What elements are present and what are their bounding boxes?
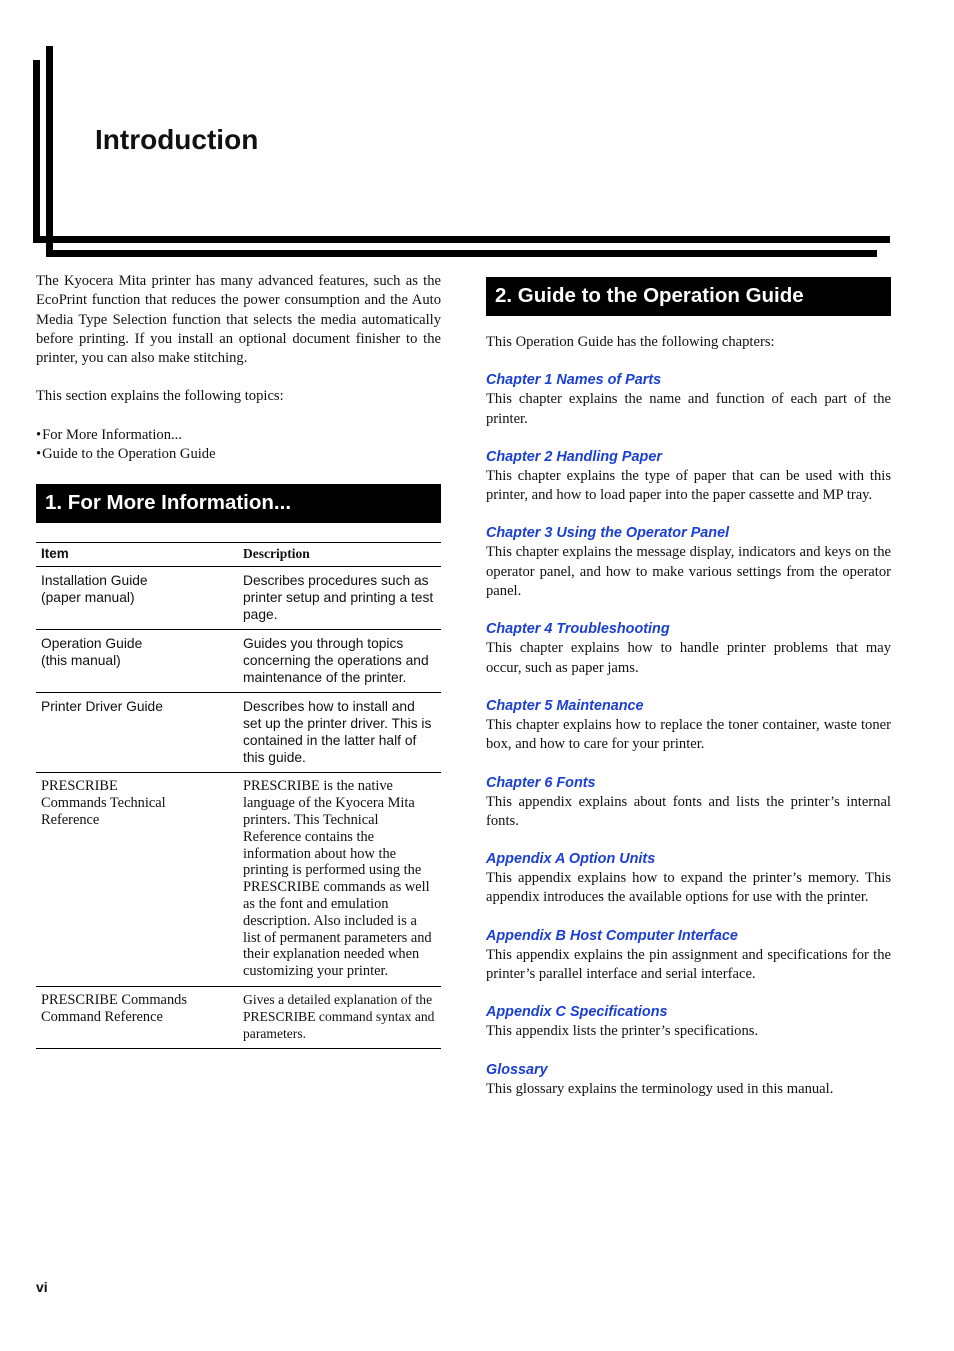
chapter-description: This chapter explains how to handle printer problems that may occur, such as paper jams. [486,640,891,676]
chapter-entry [486,927,891,985]
item-line: Command Reference [41,1008,163,1025]
chapter-link[interactable]: Appendix B Host Computer Interface [486,927,738,944]
topics-list [36,426,441,465]
chapter-entry [486,524,891,601]
item-line: (paper manual) [41,590,135,606]
chapter-entry [486,1003,891,1041]
chapter-entry [486,448,891,506]
page-title: Introduction [95,124,259,155]
chapter-description: This appendix explains how to expand the printer’s memory. This appendix introduces the available options for use with the printer. [486,870,891,906]
table-row [36,630,441,693]
column-header-item: Item [41,546,69,562]
chapter-description: This glossary explains the terminology used in this manual. [486,1080,834,1097]
chapter-entry [486,620,891,678]
column-header-description: Description [243,546,310,562]
item-cell [36,630,238,693]
chapter-entry [486,1061,891,1099]
item-line: PRESCRIBE [41,778,118,795]
chapter-entry [486,697,891,755]
chapter-description: This chapter explains the type of paper that can be used with this printer, and how to load paper into the paper cassette and MP tray. [486,467,891,504]
chapter-link[interactable]: Chapter 3 Using the Operator Panel [486,525,730,542]
chapter-link[interactable]: Chapter 2 Handling Paper [486,448,662,465]
chapter-description: This chapter explains how to replace the toner container, waste toner box, and how to care for your printer. [486,716,891,753]
table-header-row [36,543,441,567]
item-line: (this manual) [41,653,121,669]
chapter-link[interactable]: Chapter 1 Names of Parts [486,372,662,389]
description-cell: Describes how to install and set up the printer driver. This is contained in the latter half of this guide. [243,699,432,766]
topic-item: • Guide to the Operation Guide [36,445,441,464]
chapter-link[interactable]: Appendix A Option Units [486,851,656,868]
item-line: PRESCRIBE Commands [41,991,187,1008]
item-cell [36,567,238,630]
description-cell: Gives a detailed explanation of the PRESCRIBE command syntax and parameters. [243,991,435,1041]
topics-lead: This section explains the following topics: [36,388,284,405]
description-cell: Describes procedures such as printer setup and printing a test page. [243,573,434,623]
chapter-link[interactable]: Chapter 4 Troubleshooting [486,621,670,638]
chapter-link[interactable]: Glossary [486,1061,548,1078]
header-bar-outer-vertical [33,60,40,241]
header-rule-top [33,236,890,243]
topic-item: • For More Information... [36,426,441,445]
left-column [36,272,441,1049]
chapter-description: This appendix explains the pin assignment and specifications for the printer’s parallel interface and serial interface. [486,946,891,983]
table-row [36,773,441,987]
section-heading-operation-guide: 2. Guide to the Operation Guide [486,277,891,316]
description-cell: Guides you through topics concerning the operations and maintenance of the printer. [243,636,429,686]
item-cell [36,693,238,773]
table-row [36,693,441,773]
chapters-intro: This Operation Guide has the following chapters: [486,334,775,350]
intro-paragraph: The Kyocera Mita printer has many advanced features, such as the EcoPrint function that reduces the power consumption and the Auto Media Type Selection function that selects the media automatically before printing. If you install an optional document finisher to the printer, you can also make stitching. [36,273,441,367]
section-heading-more-information: 1. For More Information... [36,484,441,523]
page-number: vi [36,1279,48,1295]
chapter-entry [486,371,891,429]
header-bar-inner-vertical [46,46,53,257]
item-line: Operation Guide [41,636,143,652]
item-line: Printer Driver Guide [41,699,163,715]
chapter-entry [486,850,891,908]
item-line: Commands Technical [41,795,166,812]
chapter-entry [486,774,891,832]
chapter-description: This chapter explains the message display, indicators and keys on the operator panel, and how to make various settings from the operator panel. [486,544,891,600]
item-line: Installation Guide [41,573,148,589]
chapter-link[interactable]: Appendix C Specifications [486,1004,668,1021]
chapter-description: This appendix explains about fonts and lists the printer’s internal fonts. [486,793,891,829]
chapter-description: This appendix lists the printer’s specifications. [486,1023,759,1040]
item-line: Reference [41,811,100,828]
chapter-description: This chapter explains the name and function of each part of the printer. [486,391,891,427]
chapter-link[interactable]: Chapter 6 Fonts [486,774,596,791]
item-cell [36,773,238,987]
table-row [36,986,441,1048]
right-column [486,277,891,1099]
header-rule-bottom [46,250,877,257]
item-cell [36,986,238,1048]
table-row [36,567,441,630]
information-table [36,542,441,1049]
chapter-link[interactable]: Chapter 5 Maintenance [486,697,644,714]
description-cell: PRESCRIBE is the native language of the Kyocera Mita printers. This Technical Reference contains the information about how the printing is performed using the PRESCRIBE commands as well as the font and emulation description. Also included is a list of permanent parameters and their explanation needed when customizing your printer. [243,778,432,980]
